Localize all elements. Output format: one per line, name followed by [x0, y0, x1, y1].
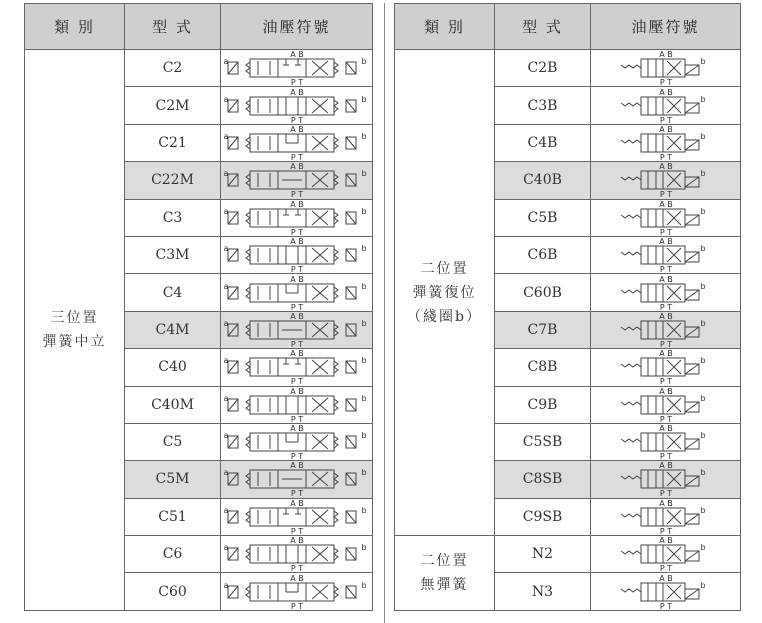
svg-text:A B: A B	[289, 274, 304, 284]
model-cell: C40	[125, 349, 221, 386]
svg-text:A B: A B	[289, 573, 304, 583]
model-cell: C6	[125, 536, 221, 573]
svg-text:A B: A B	[659, 237, 673, 247]
svg-text:a: a	[223, 57, 228, 67]
symbol-cell	[221, 461, 373, 498]
category-line: 二位置	[420, 260, 469, 277]
svg-text:b: b	[360, 543, 367, 553]
table-gap	[372, 3, 394, 623]
svg-text:A B: A B	[659, 386, 673, 396]
model-cell: C6B	[495, 236, 591, 273]
symbol-cell	[591, 162, 741, 199]
model-cell: C40B	[495, 162, 591, 199]
hydraulic-symbol-icon	[222, 275, 372, 311]
model-cell: C9SB	[495, 498, 591, 535]
hydraulic-symbol-icon	[222, 536, 372, 572]
model-cell: C40M	[125, 386, 221, 423]
svg-text:b: b	[700, 131, 706, 141]
svg-text:A B: A B	[289, 536, 304, 546]
svg-text:a: a	[223, 431, 228, 441]
svg-text:A B: A B	[659, 536, 673, 546]
svg-text:b: b	[360, 318, 367, 328]
category-line: （綫圈b）	[407, 308, 482, 325]
hydraulic-symbol-icon	[591, 574, 741, 610]
svg-text:A B: A B	[659, 274, 673, 284]
symbol-cell	[221, 386, 373, 423]
svg-text:P T: P T	[659, 339, 673, 348]
model-cell: C3	[125, 199, 221, 236]
symbol-cell	[221, 498, 373, 535]
symbol-cell	[221, 536, 373, 573]
symbol-cell	[221, 274, 373, 311]
svg-text:a: a	[223, 468, 228, 478]
category-line: 彈簧復位	[412, 284, 477, 301]
svg-text:a: a	[223, 206, 228, 216]
svg-text:b: b	[700, 206, 706, 216]
svg-text:b: b	[700, 318, 706, 328]
svg-text:A B: A B	[289, 162, 304, 172]
model-cell: C5B	[495, 199, 591, 236]
header-model: 型 式	[495, 4, 591, 50]
svg-text:b: b	[360, 505, 367, 515]
hydraulic-symbol-icon	[591, 424, 741, 460]
hydraulic-symbol-icon	[591, 499, 741, 535]
svg-text:b: b	[360, 169, 367, 179]
left-table-body	[25, 50, 373, 611]
svg-text:A B: A B	[289, 199, 304, 209]
header-symbol: 油壓符號	[221, 4, 373, 50]
svg-text:A B: A B	[659, 424, 673, 434]
svg-text:b: b	[360, 131, 367, 141]
svg-text:P T: P T	[659, 414, 673, 423]
model-cell: C5	[125, 423, 221, 460]
svg-text:P T: P T	[659, 377, 673, 386]
svg-text:P T: P T	[659, 601, 673, 610]
svg-text:a: a	[223, 281, 228, 291]
model-cell: C8B	[495, 349, 591, 386]
svg-text:A B: A B	[289, 50, 304, 60]
hydraulic-symbol-icon	[591, 275, 741, 311]
model-cell: C4	[125, 274, 221, 311]
category-line: 彈簧中立	[42, 333, 107, 350]
svg-text:A B: A B	[289, 124, 304, 134]
model-cell: C22M	[125, 162, 221, 199]
model-cell: C5M	[125, 461, 221, 498]
header-category: 類 別	[25, 4, 125, 50]
category-cell	[395, 50, 495, 536]
right-table-body	[395, 50, 741, 611]
svg-text:P T: P T	[290, 339, 303, 348]
symbol-cell	[591, 461, 741, 498]
model-cell: C21	[125, 124, 221, 161]
svg-text:a: a	[223, 318, 228, 328]
svg-text:A B: A B	[659, 199, 673, 209]
hydraulic-symbol-icon	[591, 88, 741, 124]
model-cell: C3B	[495, 87, 591, 124]
model-cell: C4B	[495, 124, 591, 161]
model-cell: C60B	[495, 274, 591, 311]
svg-text:b: b	[360, 356, 367, 366]
svg-text:a: a	[223, 169, 228, 179]
svg-text:A B: A B	[289, 87, 304, 97]
svg-text:P T: P T	[290, 377, 303, 386]
hydraulic-symbol-icon	[222, 424, 372, 460]
symbol-cell	[591, 311, 741, 348]
divider	[384, 3, 385, 623]
svg-text:b: b	[700, 393, 706, 403]
hydraulic-symbol-icon	[591, 536, 741, 572]
hydraulic-symbol-icon	[222, 88, 372, 124]
svg-text:a: a	[223, 244, 228, 254]
svg-text:A B: A B	[659, 162, 673, 172]
hydraulic-symbol-icon	[222, 387, 372, 423]
svg-text:A B: A B	[289, 498, 304, 508]
svg-text:b: b	[360, 57, 367, 67]
hydraulic-symbol-icon	[591, 200, 741, 236]
hydraulic-symbol-icon	[222, 499, 372, 535]
svg-text:P T: P T	[290, 265, 303, 274]
hydraulic-symbol-icon	[591, 461, 741, 497]
category-cell	[395, 536, 495, 611]
hydraulic-symbol-icon	[591, 162, 741, 198]
symbol-cell	[221, 236, 373, 273]
svg-text:A B: A B	[659, 50, 673, 60]
model-cell: C3M	[125, 236, 221, 273]
category-line: 二位置	[420, 552, 469, 569]
symbol-cell	[591, 50, 741, 87]
hydraulic-symbol-icon	[222, 461, 372, 497]
svg-text:P T: P T	[290, 302, 303, 311]
svg-text:a: a	[223, 393, 228, 403]
svg-text:A B: A B	[659, 573, 673, 583]
model-cell: C51	[125, 498, 221, 535]
svg-text:P T: P T	[290, 564, 303, 573]
svg-text:b: b	[700, 468, 706, 478]
category-line: 三位置	[50, 309, 99, 326]
symbol-cell	[591, 274, 741, 311]
hydraulic-symbol-icon	[591, 125, 741, 161]
svg-text:P T: P T	[659, 452, 673, 461]
svg-text:A B: A B	[659, 461, 673, 471]
symbol-cell	[591, 124, 741, 161]
symbol-cell	[221, 423, 373, 460]
hydraulic-symbol-icon	[222, 125, 372, 161]
hydraulic-symbol-icon	[222, 574, 372, 610]
model-cell: C4M	[125, 311, 221, 348]
category-line: 無彈簧	[420, 576, 469, 593]
symbol-cell	[591, 349, 741, 386]
header-model: 型 式	[125, 4, 221, 50]
svg-text:b: b	[700, 431, 706, 441]
symbol-cell	[221, 50, 373, 87]
three-position-table	[24, 3, 373, 611]
svg-text:P T: P T	[659, 302, 673, 311]
svg-text:A B: A B	[289, 311, 304, 321]
hydraulic-symbol-icon	[591, 50, 741, 86]
model-cell: C7B	[495, 311, 591, 348]
svg-text:P T: P T	[290, 190, 303, 199]
model-cell: C8SB	[495, 461, 591, 498]
symbol-cell	[591, 87, 741, 124]
category-cell	[25, 50, 125, 611]
svg-text:A B: A B	[289, 349, 304, 359]
symbol-cell	[221, 199, 373, 236]
svg-text:P T: P T	[290, 489, 303, 498]
model-cell: C60	[125, 573, 221, 610]
svg-text:P T: P T	[290, 452, 303, 461]
hydraulic-symbol-icon	[591, 312, 741, 348]
symbol-cell	[591, 236, 741, 273]
svg-text:A B: A B	[659, 498, 673, 508]
svg-text:P T: P T	[659, 564, 673, 573]
svg-text:b: b	[700, 505, 706, 515]
hydraulic-symbol-icon	[591, 349, 741, 385]
svg-text:A B: A B	[289, 237, 304, 247]
svg-text:a: a	[223, 580, 228, 590]
table-row	[395, 50, 741, 87]
svg-text:b: b	[700, 356, 706, 366]
svg-text:P T: P T	[290, 601, 303, 610]
svg-text:a: a	[223, 94, 228, 104]
svg-text:P T: P T	[290, 526, 303, 535]
svg-text:P T: P T	[659, 152, 673, 161]
svg-text:b: b	[360, 431, 367, 441]
hydraulic-symbol-icon	[222, 162, 372, 198]
svg-text:P T: P T	[659, 265, 673, 274]
svg-text:b: b	[360, 206, 367, 216]
symbol-cell	[591, 423, 741, 460]
svg-text:a: a	[223, 356, 228, 366]
svg-text:P T: P T	[290, 414, 303, 423]
model-cell: N2	[495, 536, 591, 573]
svg-text:P T: P T	[290, 78, 303, 87]
hydraulic-symbol-icon	[591, 237, 741, 273]
svg-text:b: b	[360, 468, 367, 478]
symbol-cell	[591, 386, 741, 423]
symbol-cell	[591, 536, 741, 573]
svg-text:A B: A B	[659, 87, 673, 97]
svg-text:b: b	[700, 57, 706, 67]
svg-text:P T: P T	[290, 152, 303, 161]
svg-text:A B: A B	[659, 349, 673, 359]
svg-text:P T: P T	[659, 526, 673, 535]
svg-text:b: b	[700, 169, 706, 179]
svg-text:A B: A B	[289, 461, 304, 471]
svg-text:b: b	[700, 94, 706, 104]
svg-text:A B: A B	[659, 311, 673, 321]
svg-text:b: b	[360, 580, 367, 590]
symbol-cell	[221, 349, 373, 386]
svg-text:P T: P T	[290, 227, 303, 236]
svg-text:A B: A B	[289, 386, 304, 396]
symbol-cell	[221, 573, 373, 610]
symbol-cell	[591, 199, 741, 236]
symbol-cell	[221, 124, 373, 161]
symbol-cell	[591, 573, 741, 610]
svg-text:P T: P T	[659, 115, 673, 124]
hydraulic-symbol-icon	[591, 387, 741, 423]
svg-text:b: b	[700, 580, 706, 590]
svg-text:A B: A B	[289, 424, 304, 434]
model-cell: C9B	[495, 386, 591, 423]
svg-text:a: a	[223, 543, 228, 553]
header-symbol: 油壓符號	[591, 4, 741, 50]
svg-text:b: b	[700, 281, 706, 291]
svg-text:P T: P T	[659, 489, 673, 498]
model-cell: N3	[495, 573, 591, 610]
symbol-cell	[221, 162, 373, 199]
hydraulic-symbol-icon	[222, 237, 372, 273]
hydraulic-symbol-icon	[222, 312, 372, 348]
svg-text:b: b	[360, 244, 367, 254]
symbol-cell	[221, 87, 373, 124]
svg-text:b: b	[360, 94, 367, 104]
svg-text:b: b	[360, 393, 367, 403]
symbol-cell	[221, 311, 373, 348]
hydraulic-symbol-icon	[222, 50, 372, 86]
hydraulic-symbol-icon	[222, 349, 372, 385]
svg-text:P T: P T	[659, 78, 673, 87]
two-position-table	[394, 3, 741, 611]
model-cell: C2B	[495, 50, 591, 87]
svg-text:a: a	[223, 505, 228, 515]
header-category: 類 別	[395, 4, 495, 50]
model-cell: C2M	[125, 87, 221, 124]
svg-text:b: b	[700, 244, 706, 254]
model-cell: C5SB	[495, 423, 591, 460]
svg-text:P T: P T	[290, 115, 303, 124]
svg-text:a: a	[223, 131, 228, 141]
svg-text:P T: P T	[659, 227, 673, 236]
symbol-cell	[591, 498, 741, 535]
model-cell: C2	[125, 50, 221, 87]
hydraulic-symbol-icon	[222, 200, 372, 236]
svg-text:b: b	[700, 543, 706, 553]
svg-text:A B: A B	[659, 124, 673, 134]
svg-text:P T: P T	[659, 190, 673, 199]
svg-text:b: b	[360, 281, 367, 291]
table-row	[25, 50, 373, 87]
table-row	[395, 536, 741, 573]
